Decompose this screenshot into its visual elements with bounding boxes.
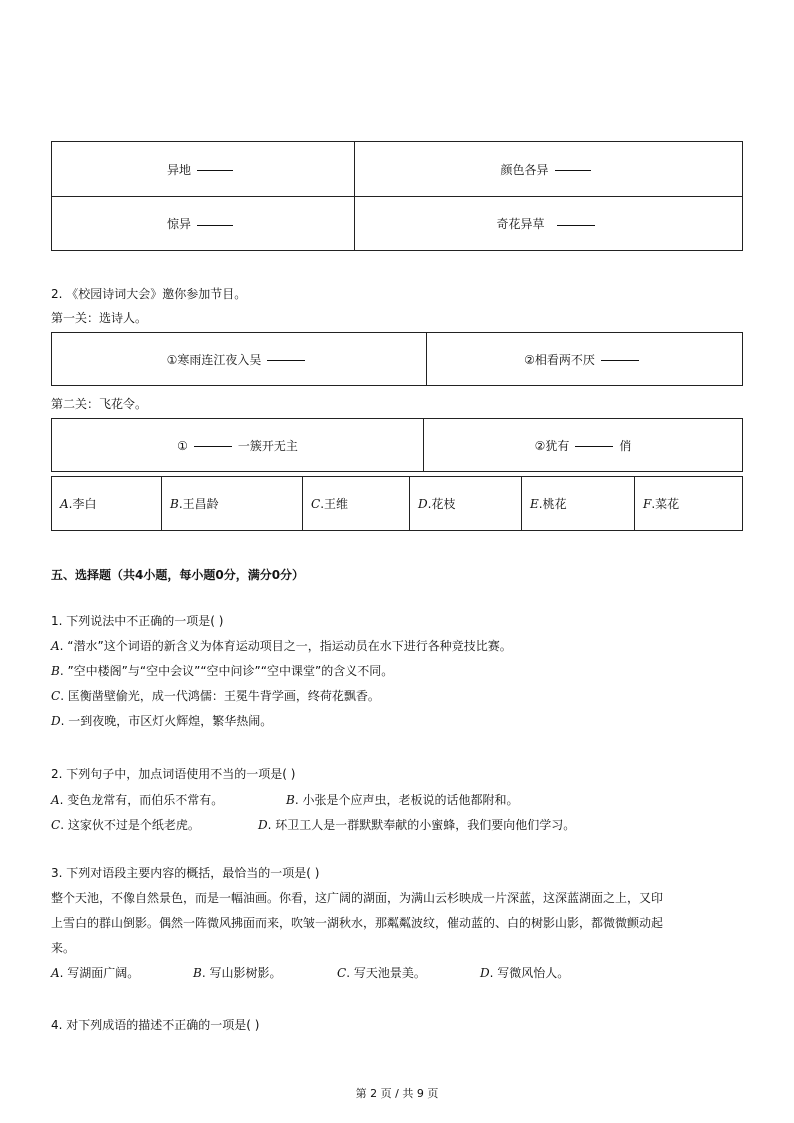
answer-blank[interactable]	[555, 169, 591, 171]
passage-line: 来。	[51, 941, 76, 955]
question-stem: 3. 下列对语段主要内容的概括，最恰当的一项是( )	[51, 866, 320, 880]
option-b[interactable]: B. 小张是个应声虫，老板说的话他都附和。	[286, 793, 519, 807]
option-c[interactable]: C. 写天池景美。	[337, 966, 426, 980]
word-cell: 颜色各异	[355, 142, 743, 197]
option-b[interactable]: B. 写山影树影。	[193, 966, 282, 980]
word-cell: 惊异	[52, 197, 355, 251]
passage-line: 上雪白的群山倒影。偶然一阵微风拂面而来，吹皱一湖秋水，那粼粼波纹，催动蓝的、白的树影山影，都微微颤动起	[51, 916, 664, 930]
answer-blank[interactable]	[194, 445, 232, 447]
word-table	[51, 141, 743, 251]
level2-label: 第二关：飞花令。	[51, 397, 148, 411]
answer-blank[interactable]	[601, 359, 639, 361]
choice-cell[interactable]: E.桃花	[522, 477, 635, 531]
answer-blank[interactable]	[197, 169, 233, 171]
answer-blank[interactable]	[267, 359, 305, 361]
choice-cell[interactable]: D.花枝	[410, 477, 522, 531]
question-2-title: 2. 《校园诗词大会》邀你参加节目。	[51, 287, 247, 301]
option-a[interactable]: A. 写湖面广阔。	[51, 966, 140, 980]
option-c[interactable]: C. 这家伙不过是个纸老虎。	[51, 818, 200, 832]
choice-cell[interactable]: C.王维	[303, 477, 410, 531]
poem-cell: ①寒雨连江夜入吴	[52, 333, 427, 386]
question-stem: 4. 对下列成语的描述不正确的一项是( )	[51, 1018, 260, 1032]
passage-line: 整个天池，不像自然景色，而是一幅油画。你看，这广阔的湖面，为满山云杉映成一片深蓝，这深蓝湖面之上，又印	[51, 891, 664, 905]
section-title: 五、选择题（共4小题，每小题0分，满分0分）	[51, 568, 305, 582]
poet-table	[51, 332, 743, 386]
answer-blank[interactable]	[557, 224, 595, 226]
option-a[interactable]: A. “潜水”这个词语的新含义为体育运动项目之一，指运动员在水下进行各种竞技比赛。	[51, 639, 512, 653]
word-cell: 异地	[52, 142, 355, 197]
option-d[interactable]: D. 环卫工人是一群默默奉献的小蜜蜂，我们要向他们学习。	[258, 818, 576, 832]
flower-table	[51, 418, 743, 472]
word-cell: 奇花异草	[355, 197, 743, 251]
option-d[interactable]: D. 写微风怡人。	[480, 966, 570, 980]
page-footer: 第 2 页 / 共 9 页	[355, 1087, 439, 1100]
choice-cell[interactable]: B.王昌龄	[162, 477, 303, 531]
question-stem: 2. 下列句子中，加点词语使用不当的一项是( )	[51, 767, 296, 781]
option-a[interactable]: A. 变色龙常有，而伯乐不常有。	[51, 793, 224, 807]
poem-cell: ① 一簇开无主	[52, 419, 424, 472]
choice-cell[interactable]: A.李白	[52, 477, 162, 531]
question-stem: 1. 下列说法中不正确的一项是( )	[51, 614, 224, 628]
answer-blank[interactable]	[575, 445, 613, 447]
choice-cell[interactable]: F.菜花	[635, 477, 743, 531]
option-d[interactable]: D. 一到夜晚，市区灯火辉煌，繁华热闹。	[51, 714, 273, 728]
poem-cell: ②相看两不厌	[427, 333, 743, 386]
option-b[interactable]: B. ”空中楼阁”与“空中会议”“空中问诊”“空中课堂”的含义不同。	[51, 664, 394, 678]
choice-table	[51, 476, 743, 531]
level1-label: 第一关：选诗人。	[51, 311, 148, 325]
answer-blank[interactable]	[197, 224, 233, 226]
poem-cell: ②犹有 俏	[424, 419, 743, 472]
option-c[interactable]: C. 匡衡凿壁偷光，成一代鸿儒：王冕牛背学画，终荷花飘香。	[51, 689, 380, 703]
